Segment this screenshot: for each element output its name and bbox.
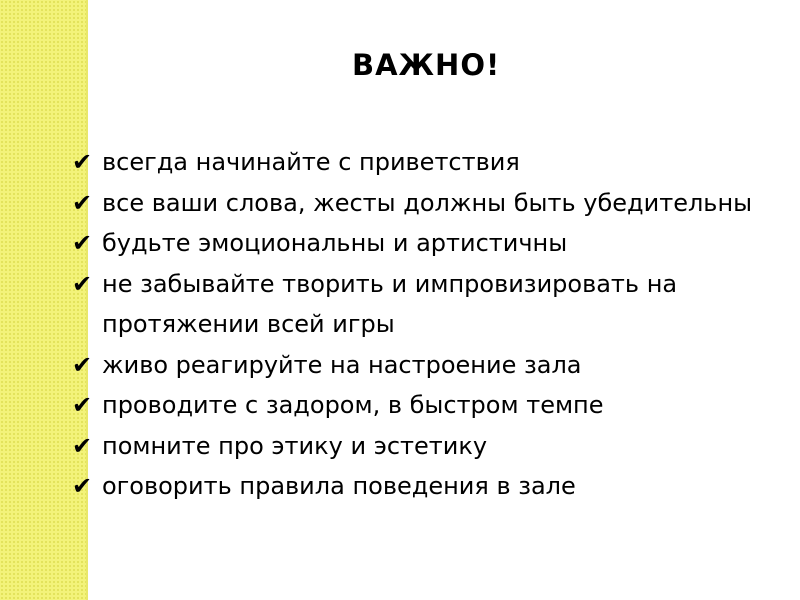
checkmark-icon: ✔: [72, 269, 93, 298]
list-item-text: не забывайте творить и импровизировать на протяжении всей игры: [102, 269, 678, 338]
checkmark-icon: ✔: [72, 148, 93, 176]
list-item-text: все ваши слова, жесты должны быть убедительны: [102, 188, 753, 217]
slide-title: ВАЖНО!: [352, 48, 501, 82]
checkmark-icon: ✔: [72, 229, 93, 257]
list-item: [72, 183, 792, 224]
list-item-text: всегда начинайте с приветствия: [102, 148, 520, 176]
list-item-text: живо реагируйте на настроение зала: [102, 350, 582, 379]
checkmark-icon: ✔: [72, 350, 93, 379]
checkmark-icon: ✔: [72, 431, 93, 460]
list-item-text: проводите с задором, в быстром темпе: [102, 391, 604, 419]
checkmark-icon: ✔: [72, 391, 93, 419]
list-item: [72, 466, 792, 507]
list-item: [72, 264, 792, 345]
list-item: [72, 426, 792, 467]
list-item-text: будьте эмоциональны и артистичны: [102, 229, 568, 257]
list-item: [72, 142, 792, 183]
list-item-text: оговорить правила поведения в зале: [102, 472, 576, 500]
list-item-text: помните про этику и эстетику: [102, 431, 488, 460]
list-item: [72, 223, 792, 264]
checkmark-icon: ✔: [72, 188, 93, 217]
list-item: [72, 345, 792, 386]
rules-list: [72, 142, 792, 507]
list-item: [72, 385, 792, 426]
checkmark-icon: ✔: [72, 472, 93, 500]
